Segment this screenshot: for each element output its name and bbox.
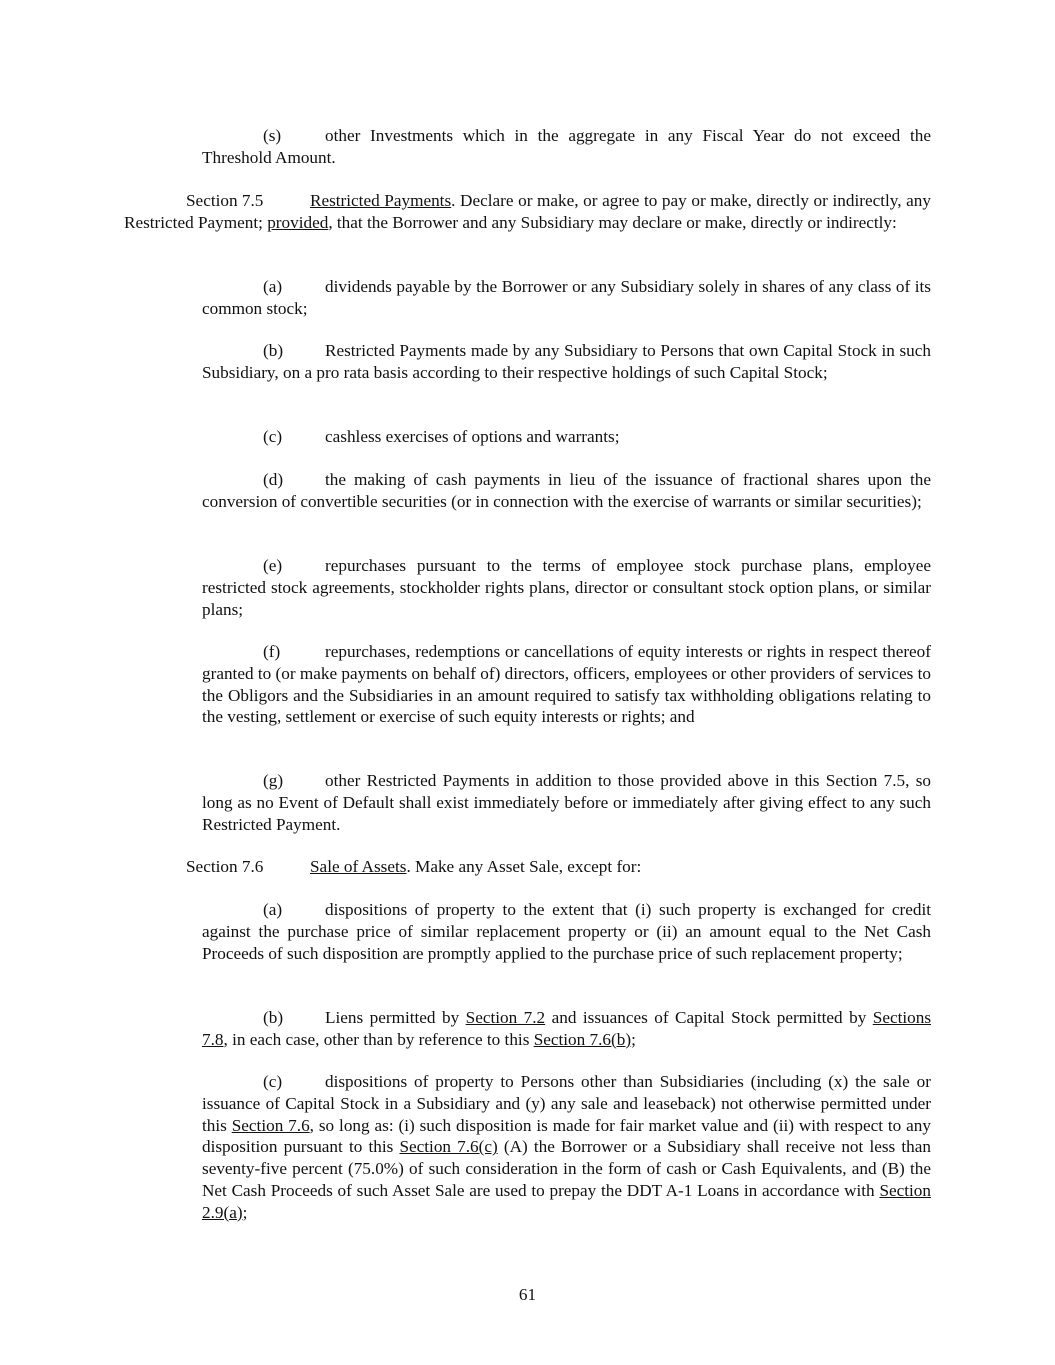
item-label: (s) — [263, 126, 282, 145]
section-text: . Declare or make, or agree to pay or make, directly or indirectly, any Restricted Payment; — [124, 191, 931, 232]
section-number: Section 7.5 — [186, 191, 264, 210]
item-label: (g) — [263, 771, 284, 790]
paragraph-7-5-b — [202, 340, 931, 384]
item-text: , in each case, other than by reference to this — [223, 1029, 534, 1049]
paragraph-7-6-c — [202, 1071, 931, 1224]
paragraph-7-5-e — [202, 555, 931, 620]
paragraph-investments-s — [202, 125, 931, 169]
page-number: 61 — [518, 1285, 537, 1304]
cross-reference: Sections 7.8 — [202, 1008, 932, 1049]
item-text: ; — [242, 1202, 248, 1222]
item-text: and issuances of Capital Stock permitted by — [545, 1008, 873, 1027]
paragraph-7-5-c — [202, 426, 931, 448]
section-text-continued: , that the Borrower and any Subsidiary may declare or make, directly or indirectly: — [328, 212, 897, 232]
item-text: cashless exercises of options and warrants; — [325, 427, 620, 446]
paragraph-7-5-a — [202, 276, 931, 320]
item-label: (e) — [263, 556, 283, 575]
item-text: repurchases pursuant to the terms of employee stock purchase plans, employee restricted stock agreements, stockholder rights plans, director or consultant stock option plans, or similar plans; — [202, 556, 931, 619]
item-text: dispositions of property to Persons other than Subsidiaries (including (x) the sale or issuance of Capital Stock in a Subsidiary and (y) any sale and leaseback) not otherwise permitted under this — [202, 1072, 931, 1135]
paragraph-7-5-g — [202, 770, 931, 835]
cross-reference: Section 7.6(b) — [533, 1029, 632, 1049]
item-label: (c) — [263, 1072, 283, 1091]
item-label: (b) — [263, 1008, 284, 1027]
section-number: Section 7.6 — [186, 857, 264, 876]
item-label: (b) — [263, 341, 284, 360]
item-text: other Investments which in the aggregate in any Fiscal Year do not exceed the Threshold Amount. — [202, 126, 931, 167]
cross-reference: Section 7.2 — [465, 1008, 546, 1027]
section-title: Restricted Payments — [310, 191, 452, 210]
item-text: Restricted Payments made by any Subsidiary to Persons that own Capital Stock in such Subsidiary, on a pro rata basis according to their respective holdings of such Capital Stock; — [202, 341, 931, 382]
cross-reference: Section 2.9(a) — [202, 1180, 931, 1222]
section-text: . Make any Asset Sale, except for: — [406, 857, 642, 876]
item-text: Liens permitted by — [325, 1008, 466, 1027]
paragraph-7-5-d — [202, 469, 931, 513]
item-label: (d) — [263, 470, 284, 489]
item-text: dividends payable by the Borrower or any Subsidiary solely in shares of any class of its common stock; — [202, 277, 931, 318]
item-text: repurchases, redemptions or cancellations of equity interests or rights in respect thereof granted to (or make payments on behalf of) directors, officers, employees or other providers of services to the Obligors and the Subsidiaries in an amount required to satisfy tax withholding obligations relating to the vesting, settlement or exercise of such equity interests or rights; and — [202, 642, 931, 727]
provided-term: provided — [267, 212, 329, 232]
item-label: (f) — [263, 642, 281, 661]
section-title: Sale of Assets — [310, 857, 407, 876]
item-text: , so long as: (i) such disposition is made for fair market value and (ii) with respect to any disposition pursuant to this — [202, 1115, 931, 1157]
item-text: dispositions of property to the extent that (i) such property is exchanged for credit against the purchase price of similar replacement property or (ii) an amount equal to the Net Cash Proceeds of such disposition are promptly applied to the purchase price of such replacement property; — [202, 900, 931, 963]
section-7-5-heading-paragraph — [124, 190, 931, 234]
item-label: (a) — [263, 900, 283, 919]
item-text: (A) the Borrower or a Subsidiary shall receive not less than seventy-five percent (75.0%) of such consideration in the form of cash or Cash Equivalents, and (B) the Net Cash Proceeds of such Asset Sale are used to prepay the DDT A-1 Loans in accordance with — [202, 1137, 931, 1200]
cross-reference: Section 7.6(c) — [399, 1137, 498, 1157]
item-text: ; — [631, 1029, 636, 1049]
item-text: other Restricted Payments in addition to those provided above in this Section 7.5, so long as no Event of Default shall exist immediately before or immediately after giving effect to any such Restricted Payment. — [202, 771, 931, 834]
item-text: the making of cash payments in lieu of the issuance of fractional shares upon the conversion of convertible securities (or in connection with the exercise of warrants or similar securities); — [202, 470, 931, 511]
section-7-6-heading-paragraph — [124, 856, 931, 878]
item-label: (a) — [263, 277, 283, 296]
cross-reference: Section 7.6 — [231, 1115, 310, 1135]
paragraph-7-6-b — [202, 1007, 931, 1051]
paragraph-7-5-f — [202, 641, 931, 728]
item-label: (c) — [263, 427, 283, 446]
paragraph-7-6-a — [202, 899, 931, 964]
